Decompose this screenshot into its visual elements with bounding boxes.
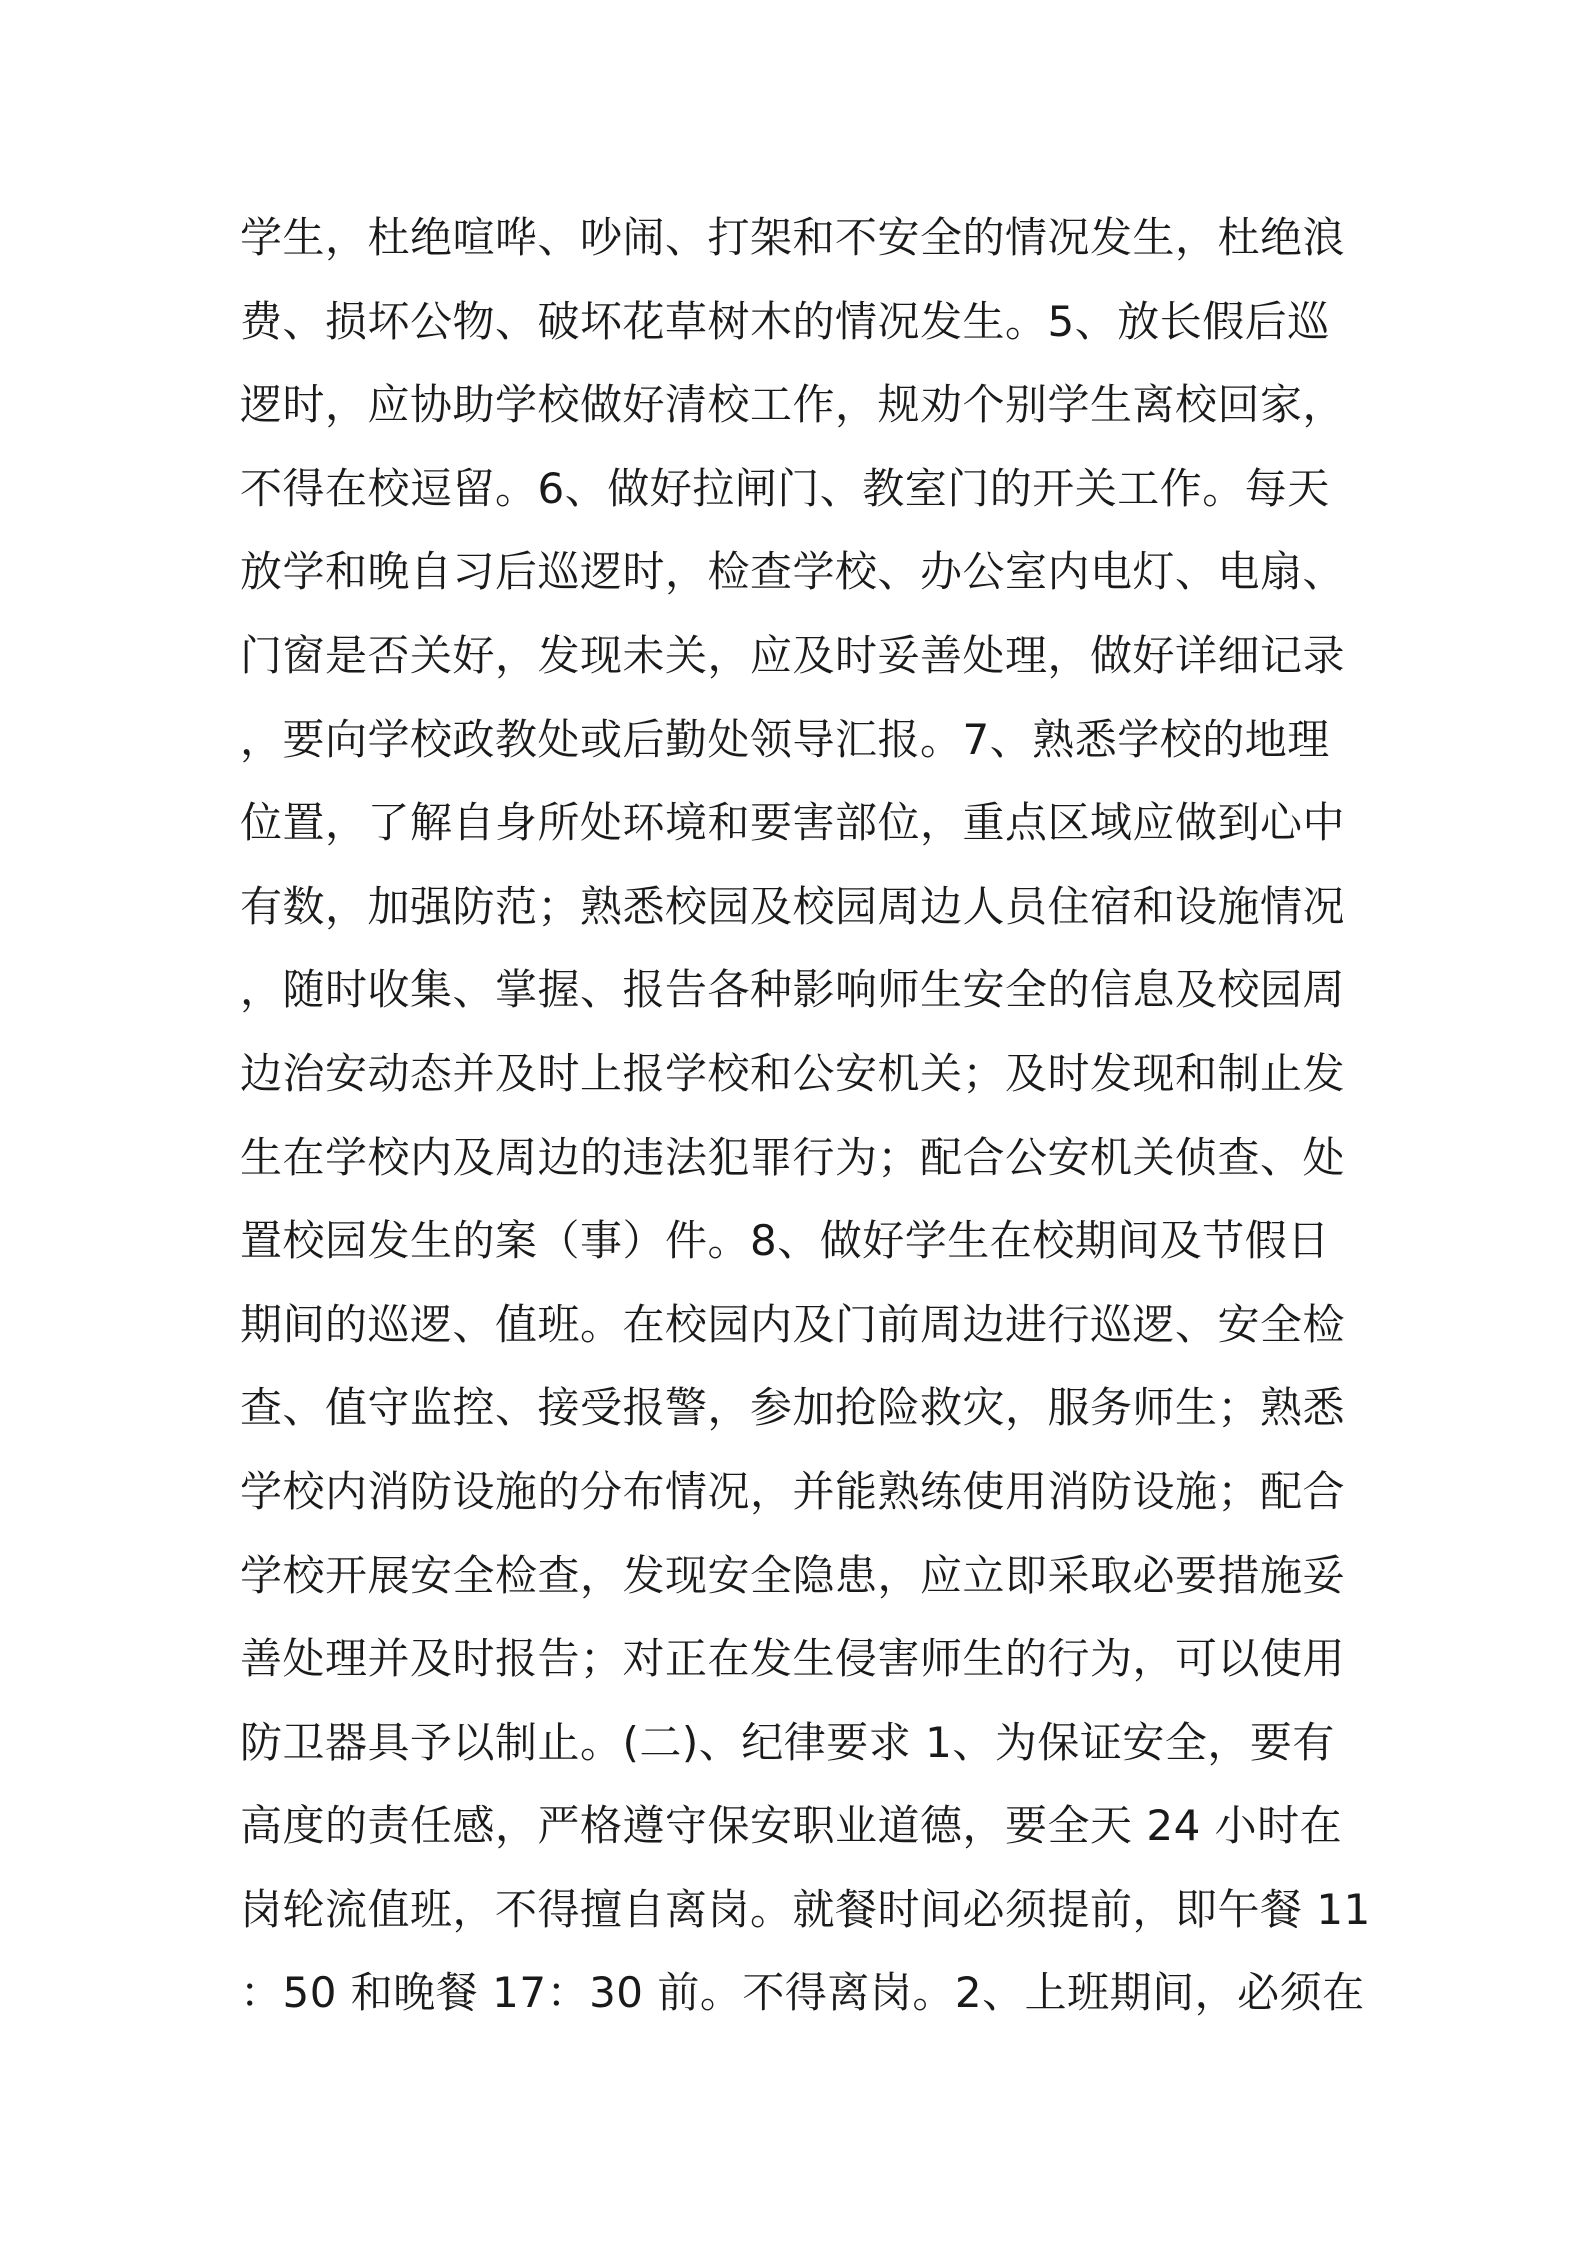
text-line: 位置，了解自身所处环境和要害部位，重点区域应做到心中 — [240, 798, 1346, 848]
text-line: 期间的巡逻、值班。在校园内及门前周边进行巡逻、安全检 — [240, 1299, 1346, 1349]
text-line: 生在学校内及周边的违法犯罪行为；配合公安机关侦查、处 — [240, 1132, 1346, 1182]
text-line: 查、值守监控、接受报警，参加抢险救灾，服务师生；熟悉 — [240, 1383, 1346, 1433]
text-line: 逻时，应协助学校做好清校工作，规劝个别学生离校回家， — [240, 380, 1346, 430]
text-line: 高度的责任感，严格遵守保安职业道德，要全天 24 小时在 — [240, 1801, 1343, 1851]
text-line: 边治安动态并及时上报学校和公安机关；及时发现和制止发 — [240, 1048, 1346, 1098]
text-line: 学生，杜绝喧哗、吵闹、打架和不安全的情况发生，杜绝浪 — [240, 213, 1346, 262]
text-line: ：50 和晚餐 17：30 前。不得离岗。2、上班期间，必须在 — [240, 1968, 1365, 2018]
text-line: 善处理并及时报告；对正在发生侵害师生的行为，可以使用 — [240, 1634, 1346, 1684]
text-line: 门窗是否关好，发现未关，应及时妥善处理，做好详细记录 — [240, 630, 1346, 680]
text-line: 置校园发生的案（事）件。8、做好学生在校期间及节假日 — [240, 1216, 1330, 1266]
text-line: ，随时收集、掌握、报告各种影响师生安全的信息及校园周 — [240, 965, 1346, 1015]
body-text — [240, 196, 1371, 2035]
text-line: 岗轮流值班，不得擅自离岗。就餐时间必须提前，即午餐 11 — [240, 1884, 1371, 1934]
text-line: 有数，加强防范；熟悉校园及校园周边人员住宿和设施情况 — [240, 881, 1346, 931]
text-line: 费、损坏公物、破坏花草树木的情况发生。5、放长假后巡 — [240, 296, 1330, 346]
text-line: 放学和晚自习后巡逻时，检查学校、办公室内电灯、电扇、 — [240, 547, 1346, 597]
text-line: ，要向学校政教处或后勤处领导汇报。7、熟悉学校的地理 — [240, 714, 1330, 764]
text-line: 学校开展安全检查，发现安全隐患，应立即采取必要措施妥 — [240, 1550, 1346, 1600]
text-line: 防卫器具予以制止。(二)、纪律要求 1、为保证安全，要有 — [240, 1717, 1335, 1767]
text-line: 不得在校逗留。6、做好拉闸门、教室门的开关工作。每天 — [240, 463, 1330, 513]
text-line: 学校内消防设施的分布情况，并能熟练使用消防设施；配合 — [240, 1466, 1346, 1516]
